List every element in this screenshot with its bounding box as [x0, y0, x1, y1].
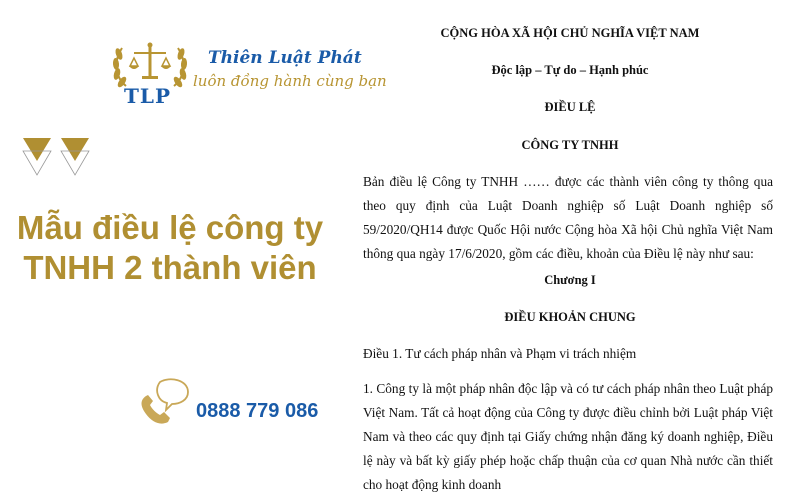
doc-chapter-title: ĐIỀU KHOẢN CHUNG: [504, 310, 636, 324]
document-page: [360, 0, 780, 492]
left-panel: [0, 0, 387, 450]
doc-article-1: Điều 1. Tư cách pháp nhân và Phạm vi trách nhiệm: [363, 346, 637, 361]
triangle-down-icon: [60, 137, 90, 177]
brand-tagline: luôn đồng hành cùng bạn: [193, 72, 387, 90]
brand-name: Thiên Luật Phát: [208, 48, 362, 68]
doc-clause-1: 1. Công ty là một pháp nhân độc lập và có tư cách pháp nhân theo Luật pháp Việt Nam. Tất cả hoạt động của Công ty được điều chỉnh bởi Luật pháp Việt Nam và theo các quy định tại Giấy chứng nhận đăng ký doanh nghiệp, Điều lệ này và bất kỳ giấy phép hoặc chấp thuận của cơ quan Nhà nước cần thiết cho hoạt động kinh doanh: [363, 381, 773, 492]
doc-title: ĐIỀU LỆ: [544, 100, 596, 114]
doc-header-line1: CỘNG HÒA XÃ HỘI CHỦ NGHĨA VIỆT NAM: [440, 26, 700, 40]
doc-chapter: Chương I: [544, 273, 596, 287]
triangle-down-icon: [22, 137, 52, 177]
logo-monogram: TLP: [124, 84, 171, 108]
title-line-2: TNHH 2 thành viên: [23, 249, 317, 286]
doc-subtitle: CÔNG TY TNHH: [521, 138, 619, 152]
phone-speech-icon: [136, 378, 192, 426]
doc-header-line2: Độc lập – Tự do – Hạnh phúc: [491, 63, 649, 77]
title-line-1: Mẫu điều lệ công ty: [16, 209, 324, 246]
doc-intro: Bản điều lệ Công ty TNHH …… được các thành viên công ty thông qua theo quy định của Luật Doanh nghiệp số Luật Doanh nghiệp số 59/2020/QH14 được Quốc Hội nước Cộng hòa Xã hội Chủ nghĩa Việt Nam thông qua ngày 17/6/2020, gồm các điều, khoản của Điều lệ này như sau:: [363, 174, 773, 261]
page-title: [0, 208, 340, 288]
phone-number[interactable]: 0888 779 086: [196, 400, 319, 422]
